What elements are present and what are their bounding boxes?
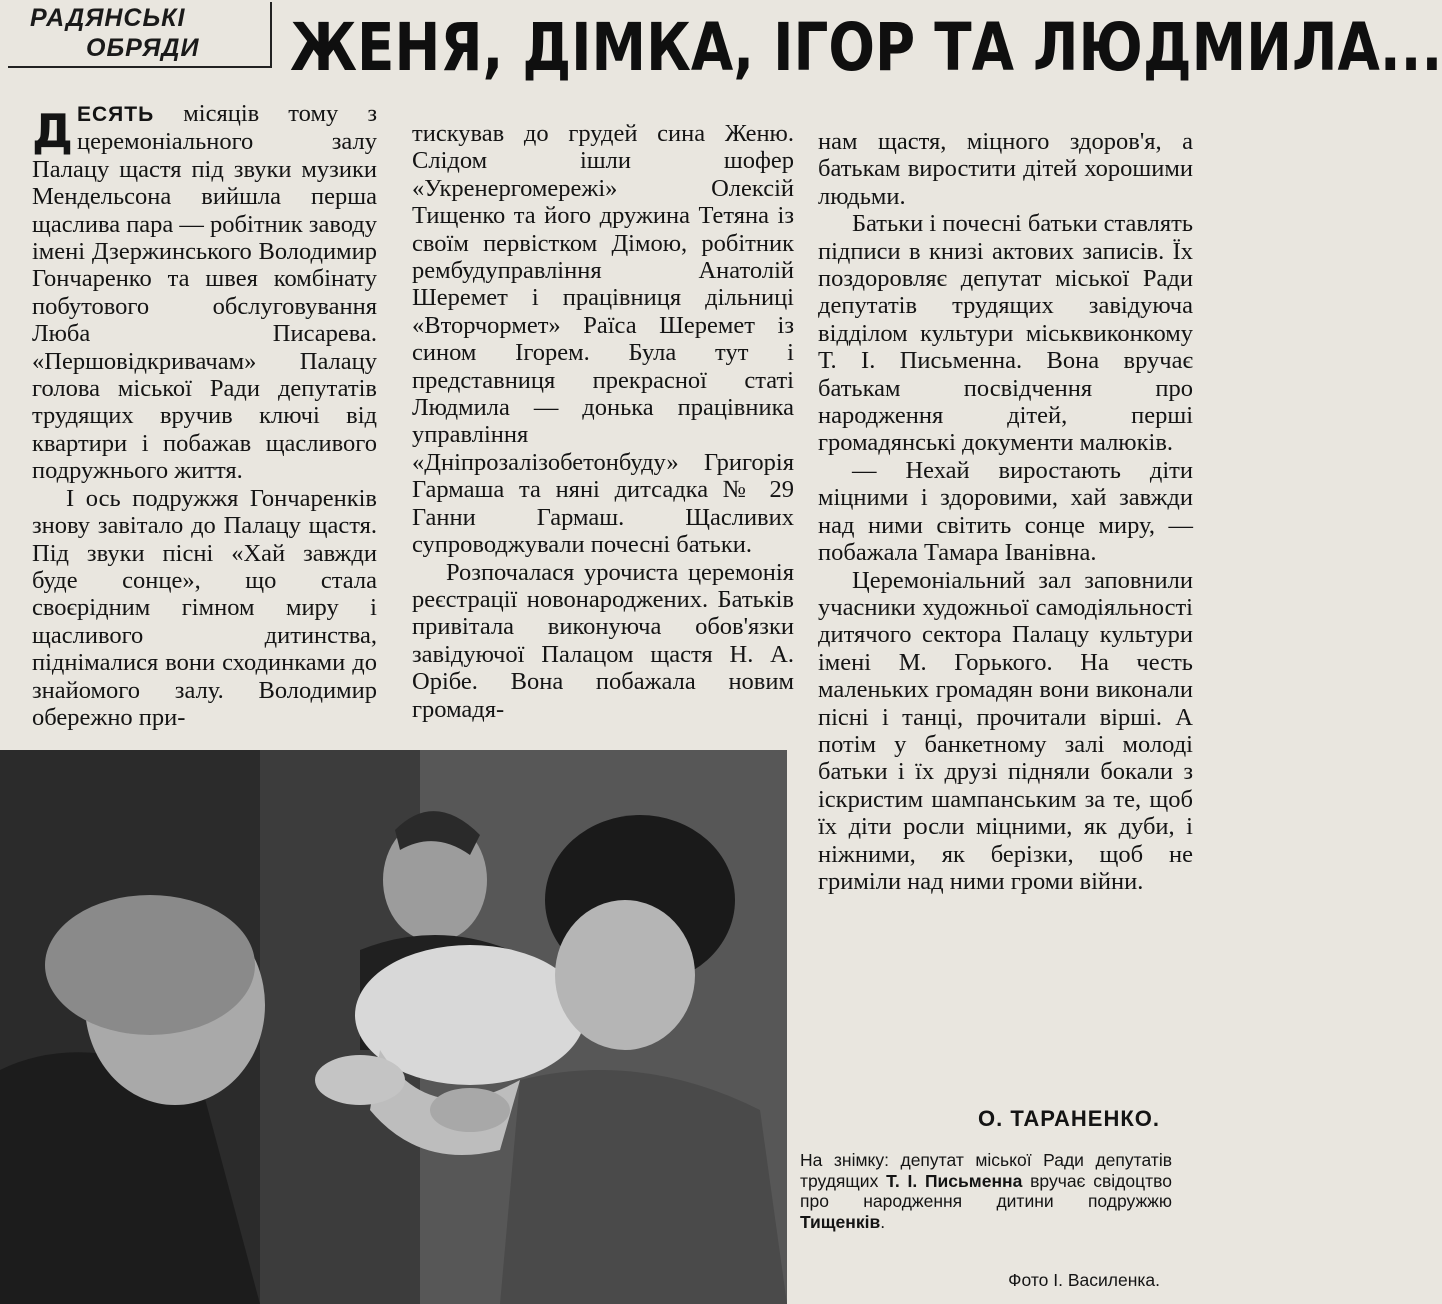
rubric-box <box>8 2 272 68</box>
caption-part: вручає свідоцтво про народження дитини подружжю <box>800 1170 1172 1211</box>
caption-name: Тищенків <box>800 1211 881 1232</box>
paragraph: нам щастя, міцного здоров'я, а батькам виростити дітей хорошими людьми. <box>818 128 1193 210</box>
text-column-3 <box>818 128 1193 895</box>
photo-caption <box>800 1150 1172 1232</box>
rubric-line-1: РАДЯНСЬКІ <box>30 4 186 32</box>
lead-word: ЕСЯТЬ <box>76 103 155 126</box>
caption-text <box>800 1150 1172 1232</box>
text-column-2 <box>412 120 794 723</box>
paragraph: Батьки і почесні батьки ставлять підписи в книзі актових записів. Їх поздоровляє депутат міської Ради депутатів трудящих завідуюча відділом культури міськвиконкому Т. І. Письменна. Вона вручає батькам посвідчення про народження дітей, перші громадянські документи малюків. <box>818 210 1193 457</box>
rubric-line-2: ОБРЯДИ <box>86 34 200 62</box>
caption-part: . <box>880 1211 886 1232</box>
author-signature: О. ТАРАНЕНКО. <box>977 1106 1160 1131</box>
paragraph: Розпочалася урочиста церемонія реєстрації новонароджених. Батьків привітала виконуюча обов'язки завідуючої Палацом щастя Н. А. Орібе. Вона побажала новим громадя- <box>412 558 794 723</box>
paragraph: тискував до грудей сина Женю. Слідом ішли шофер «Укренергомережі» Олексій Тищенко та його дружина Тетяна із своїм первістком Дімою, робітник рембудуправління Анатолій Шеремет і працівниця дільниці «Вторчормет» Раїса Шеремет із сином Ігорем. Була тут і представниця прекрасної статі Людмила — донька працівника управління «Дніпрозалізобетонбуду» Григорія Гармаша та няні дитсадка № 29 Ганни Гармаш. Щасливих супроводжували почесні батьки. <box>412 120 794 559</box>
photo-illustration <box>0 750 787 1304</box>
paragraph <box>32 100 377 485</box>
article-headline: ЖЕНЯ, ДІМКА, ІГОР ТА ЛЮДМИЛА... <box>290 9 1442 86</box>
news-photo <box>0 750 787 1304</box>
photo-credit: Фото І. Василенка. <box>1008 1270 1160 1290</box>
paragraph-text: місяців тому з церемоніального залу Палацу щастя під звуки музики Мендельсона вийшла перша щаслива пара — робітник заводу імені Дзержинського Володимир Гончаренко та швея комбінату побутового обслуговування Люба Писарева. «Першовідкривачам» Палацу голова міської Ради депутатів трудящих вручив ключі від квартири і побажав щасливого подружнього життя. <box>32 100 377 485</box>
paragraph: — Нехай виростають діти міцними і здоровими, хай завжди над ними світить сонце миру, — побажала Тамара Іванівна. <box>818 456 1193 567</box>
drop-cap: Д <box>32 104 73 158</box>
paragraph: І ось подружжя Гончаренків знову завітало до Палацу щастя. Під звуки пісні «Хай завжди буде сонце», що стала своєрідним гімном миру і щасливого дитинства, піднімалися вони сходинками до знайомого залу. Володимир обережно при- <box>32 484 377 731</box>
caption-part: На знімку: депутат міської Ради депутатів трудящих <box>800 1150 1172 1191</box>
paragraph: Церемоніальний зал заповнили учасники художньої самодіяльності дитячого сектора Палацу культури імені М. Горького. На честь маленьких громадян вони виконали пісні і танці, прочитали вірші. А потім у банкетному залі молоді батьки і їх друзі підняли бокали з іскристим шампанським за те, щоб їх діти росли міцними, як дуби, і ніжними, як берізки, щоб не гриміли над ними громи війни. <box>818 566 1193 895</box>
caption-name: Т. І. Письменна <box>886 1170 1023 1191</box>
text-column-1 <box>32 100 377 731</box>
